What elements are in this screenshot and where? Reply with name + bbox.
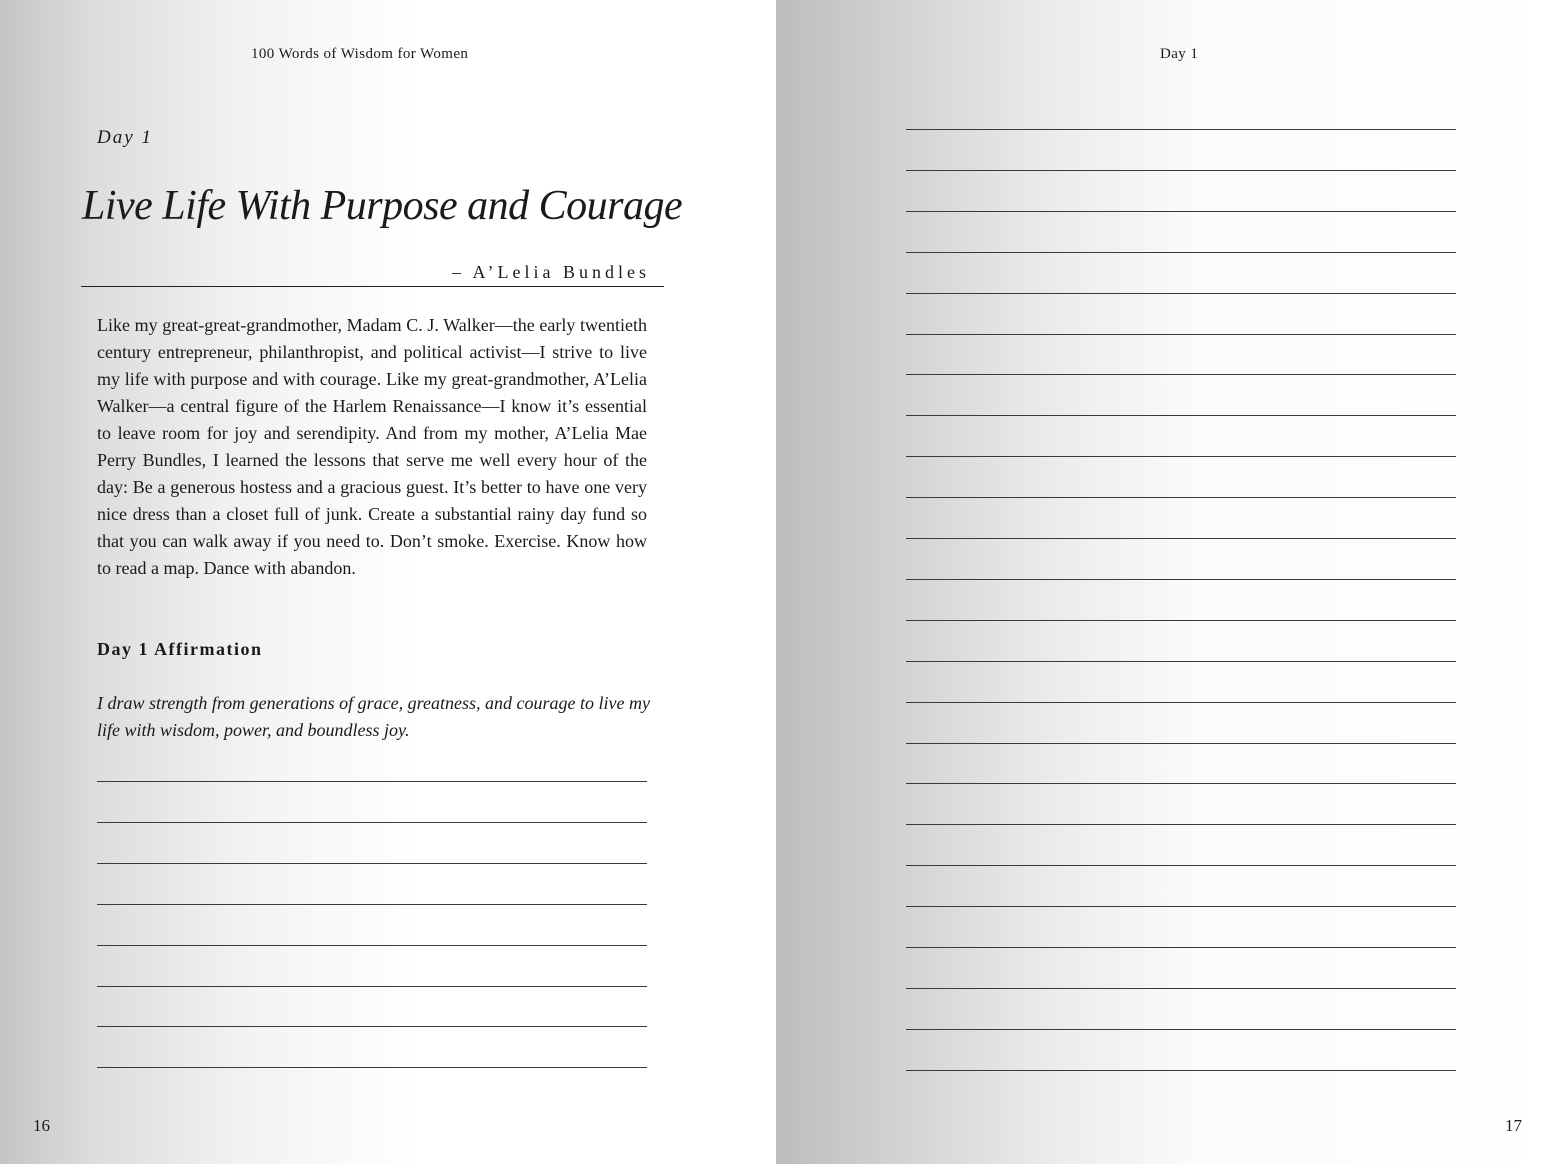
writing-line <box>906 906 1456 907</box>
writing-line <box>906 538 1456 539</box>
writing-line <box>906 170 1456 171</box>
writing-line <box>906 211 1456 212</box>
writing-line <box>906 374 1456 375</box>
left-page <box>0 0 776 1164</box>
body-paragraph: Like my great-great-grandmother, Madam C. J. Walker—the early twentieth century entrepreneur, philanthropist, and political activist—I strive to live my life with purpose and with courage. Like my great-grandmother, A’Lelia Walker—a central figure of the Harlem Renaissance—I know it’s essential to leave room for joy and serendipity. And from my mother, A’Lelia Mae Perry Bundles, I learned the lessons that serve me well every hour of the day: Be a generous hostess and a gracious guest. It’s better to have one very nice dress than a closet full of junk. Create a substantial rainy day fund so that you can walk away if you need to. Don’t smoke. Exercise. Know how to read a map. Dance with abandon. <box>97 315 647 578</box>
entry-title: Live Life With Purpose and Courage <box>82 183 683 229</box>
writing-line <box>97 781 647 782</box>
title-divider <box>81 286 664 287</box>
writing-line <box>906 1070 1456 1071</box>
writing-line <box>906 415 1456 416</box>
writing-line <box>906 783 1456 784</box>
writing-line <box>906 129 1456 130</box>
running-head: 100 Words of Wisdom for Women <box>251 46 469 62</box>
author-attribution: – A’Lelia Bundles <box>452 262 650 282</box>
writing-line <box>906 293 1456 294</box>
writing-line <box>97 986 647 987</box>
writing-line <box>906 865 1456 866</box>
writing-line <box>906 988 1456 989</box>
affirmation-heading: Day 1 Affirmation <box>97 639 263 659</box>
writing-line <box>906 1029 1456 1030</box>
writing-line <box>97 863 647 864</box>
writing-line <box>906 456 1456 457</box>
writing-line <box>906 497 1456 498</box>
affirmation-text: I draw strength from generations of grace, greatness, and courage to live my life with wisdom, power, and boundless joy. <box>97 693 650 740</box>
writing-line <box>97 822 647 823</box>
writing-line <box>906 252 1456 253</box>
writing-line <box>906 579 1456 580</box>
writing-line <box>97 1026 647 1027</box>
writing-line <box>906 824 1456 825</box>
page-number: 17 <box>1505 1116 1522 1135</box>
writing-line <box>906 620 1456 621</box>
writing-line <box>906 661 1456 662</box>
writing-line <box>906 334 1456 335</box>
writing-line <box>906 947 1456 948</box>
right-page <box>776 0 1553 1164</box>
writing-line <box>97 1067 647 1068</box>
day-label: Day 1 <box>97 127 153 148</box>
running-head: Day 1 <box>1160 46 1199 62</box>
writing-line <box>906 743 1456 744</box>
writing-line <box>906 702 1456 703</box>
page-number: 16 <box>33 1116 50 1135</box>
writing-line <box>97 945 647 946</box>
writing-line <box>97 904 647 905</box>
